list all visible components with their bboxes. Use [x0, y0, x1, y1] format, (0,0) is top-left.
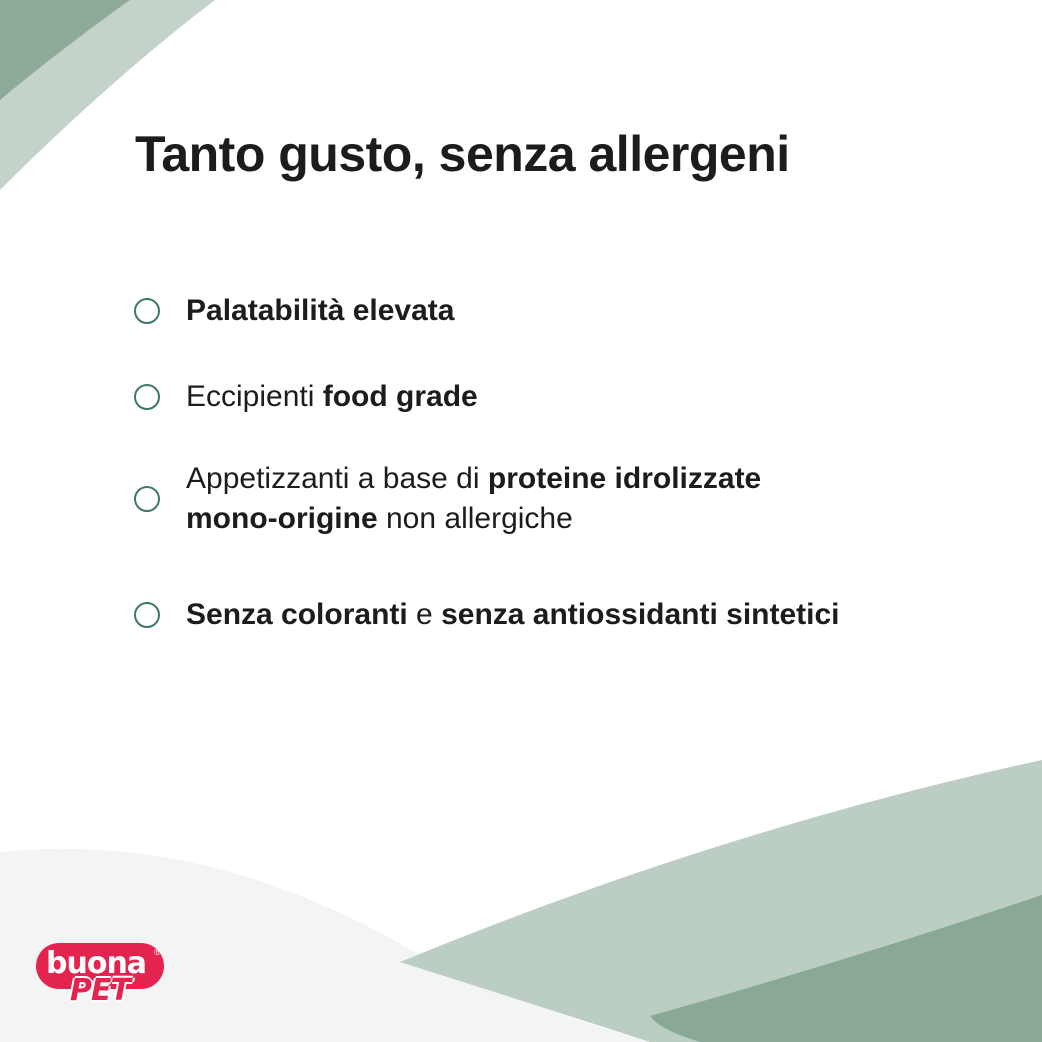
logo-sub: PET: [70, 973, 130, 1008]
feature-text-segment: mono-origine: [186, 502, 378, 535]
feature-text: [186, 377, 478, 417]
feature-text-segment: food grade: [322, 380, 478, 413]
circle-bullet-icon: [134, 486, 160, 512]
feature-text: [186, 459, 761, 539]
feature-item: [134, 459, 761, 539]
circle-bullet-icon: [134, 602, 160, 628]
feature-text-segment: proteine idrolizzate: [487, 462, 762, 495]
feature-item: [134, 595, 840, 635]
feature-text-segment: non allergiche: [377, 502, 573, 535]
feature-text-segment: Senza coloranti: [186, 598, 408, 631]
logo-word: buona: [46, 946, 147, 981]
feature-text-segment: senza antiossidanti sintetici: [441, 598, 840, 631]
brand-logo: [36, 943, 166, 1009]
circle-bullet-icon: [134, 298, 160, 324]
circle-bullet-icon: [134, 384, 160, 410]
feature-text-segment: e: [407, 598, 442, 631]
feature-text-segment: Palatabilità elevata: [186, 294, 455, 327]
feature-text: [186, 291, 454, 331]
feature-item: [134, 291, 454, 331]
feature-text: [186, 595, 840, 635]
page-title: Tanto gusto, senza allergeni: [135, 126, 790, 182]
feature-item: [134, 377, 478, 417]
registered-mark: ®: [154, 947, 161, 957]
feature-text-segment: Eccipienti: [186, 380, 323, 413]
feature-text-segment: Appetizzanti a base di: [186, 462, 488, 495]
